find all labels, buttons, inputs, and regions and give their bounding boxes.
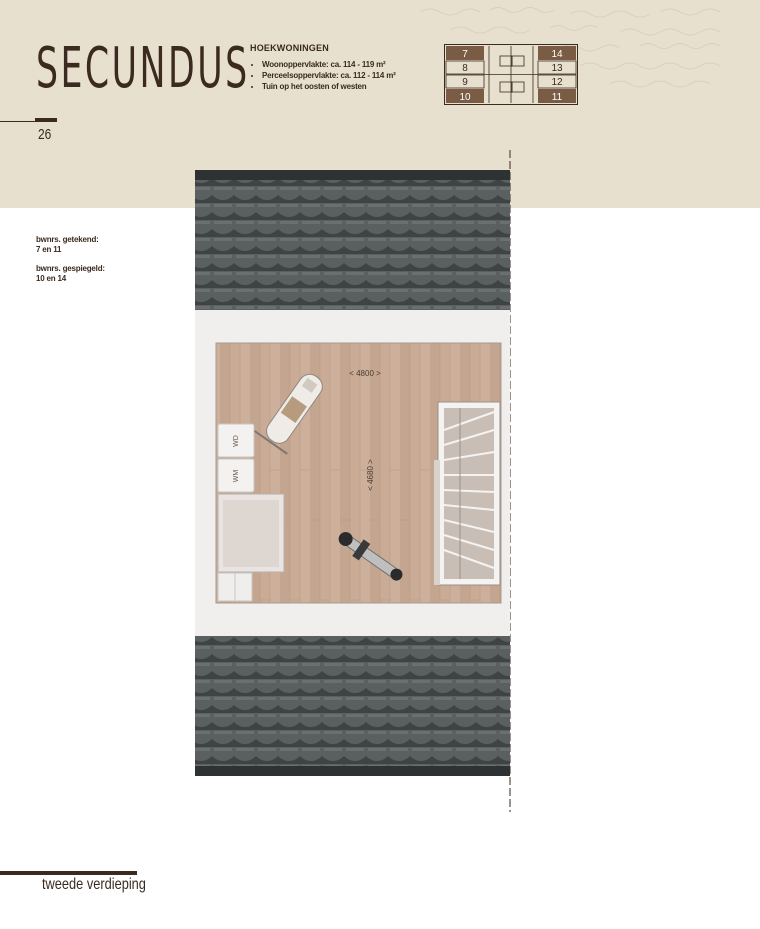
keyplan-label: 9 <box>462 77 468 88</box>
keyplan-label: 13 <box>551 63 563 74</box>
specs-block <box>250 43 396 92</box>
width-dimension: < 4800 > <box>349 369 381 378</box>
keyplan-label: 8 <box>462 63 468 74</box>
staircase <box>434 402 500 585</box>
footer-rule <box>0 871 137 875</box>
specs-list <box>250 59 396 92</box>
drawn-label: bwnrs. getekend: <box>36 235 99 244</box>
spec-garden: • Tuin op het oosten of westen <box>262 81 396 92</box>
floor-plan <box>190 150 520 812</box>
roof-bottom <box>195 636 510 776</box>
roof-top <box>195 170 510 310</box>
depth-dimension: < 4680 > <box>366 459 375 491</box>
page-title: SECUNDUS <box>36 36 250 101</box>
keyplan-label: 10 <box>459 92 471 103</box>
mirrored-label: bwnrs. gespiegeld: <box>36 264 105 273</box>
keyplan-label: 11 <box>551 92 563 103</box>
page-number-rule <box>0 121 57 122</box>
unit-notes <box>36 235 105 293</box>
spec-living-area: • Woonoppervlakte: ca. 114 - 119 m² <box>262 59 396 70</box>
floor-label: tweede verdieping <box>42 876 146 893</box>
drawn-value: 7 en 11 <box>36 245 62 254</box>
keyplan-label: 12 <box>551 77 563 88</box>
washer-label: WM <box>233 469 240 483</box>
page-number-bar <box>35 118 57 121</box>
keyplan-label: 14 <box>551 49 563 60</box>
page-number: 26 <box>38 126 52 143</box>
keyplan <box>444 44 578 105</box>
specs-heading: HOEKWONINGEN <box>250 43 329 53</box>
mirrored-value: 10 en 14 <box>36 274 66 283</box>
keyplan-label: 7 <box>462 49 468 60</box>
dryer-label: WD <box>233 435 240 447</box>
spec-plot-area: • Perceelsoppervlakte: ca. 112 - 114 m² <box>262 70 396 81</box>
